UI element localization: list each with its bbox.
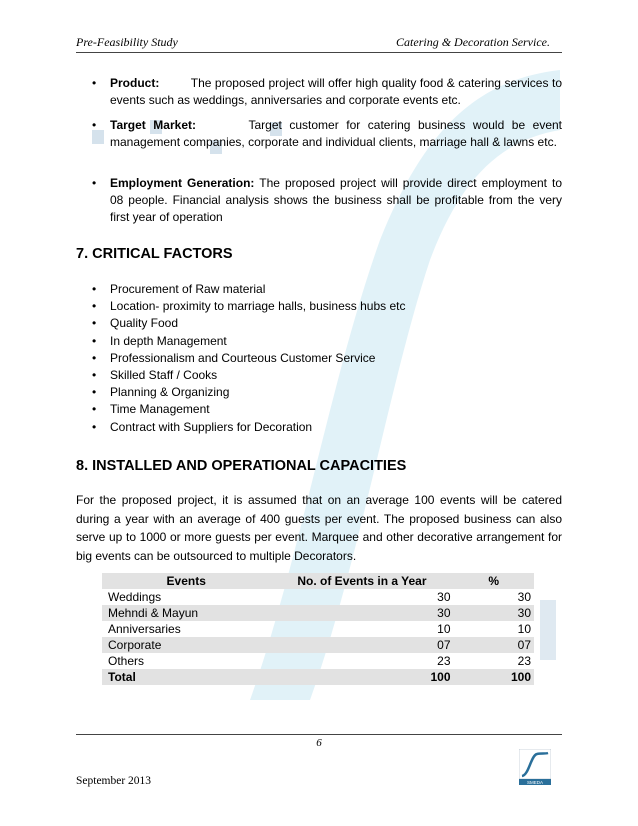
event-name-cell: Mehndi & Mayun <box>102 605 270 621</box>
event-percent-cell: 30 <box>454 605 535 621</box>
critical-factor-item: Skilled Staff / Cooks <box>110 368 218 382</box>
table-header-row <box>102 573 534 589</box>
bullet-icon: • <box>92 176 97 190</box>
table-row <box>102 605 534 621</box>
footer-date: September 2013 <box>76 775 152 787</box>
bullet-label: Target Market: <box>110 118 196 132</box>
capacity-table <box>102 573 534 685</box>
critical-factor-item: Quality Food <box>110 316 179 331</box>
bullet-icon: • <box>92 76 97 90</box>
bullet-icon: • <box>92 333 97 348</box>
bullet-icon: • <box>92 299 97 314</box>
event-count-cell: 10 <box>437 622 451 636</box>
critical-factor-item: Location- proximity to marriage halls, business hubs etc <box>110 299 406 314</box>
bullet-icon: • <box>92 316 97 331</box>
table-row <box>102 653 534 669</box>
table-row <box>102 637 534 653</box>
bullet-text: The proposed project will provide direct employment to 08 people. Financial analysis shows the business shall be profitable from the very first year of operation <box>110 176 562 224</box>
event-count-cell: 30 <box>270 605 453 621</box>
header-subtitle: Catering & Decoration Service. <box>396 35 550 49</box>
bullet-text: The proposed project will offer high quality food & catering services to events such as weddings, anniversaries and corporate events etc. <box>110 76 562 107</box>
event-count-cell: 23 <box>437 654 451 668</box>
bullet-icon: • <box>92 419 97 434</box>
bullet-icon: • <box>92 282 97 296</box>
event-percent-cell: 23 <box>517 654 531 668</box>
header-rule <box>76 52 562 53</box>
page-number: 6 <box>316 737 322 749</box>
header-percent: % <box>454 573 535 589</box>
event-count-cell: 07 <box>270 637 453 653</box>
logo-text: SMEDA <box>526 780 544 785</box>
critical-factor-item: Procurement of Raw material <box>110 282 266 296</box>
bullet-icon: • <box>92 402 97 417</box>
event-count-cell: 30 <box>437 590 451 604</box>
bullet-label: Product: <box>110 76 160 90</box>
header-no-events: No. of Events in a Year <box>270 573 453 589</box>
table-total-row <box>102 669 534 685</box>
event-percent-cell: 100 <box>454 669 535 685</box>
critical-factor-item: Professionalism and Courteous Customer Service <box>110 350 376 365</box>
event-count-cell: 100 <box>270 669 453 685</box>
smeda-logo <box>519 749 551 785</box>
bullet-product <box>110 75 562 109</box>
section-8-heading: 8. INSTALLED AND OPERATIONAL CAPACITIES <box>76 458 407 474</box>
bullet-icon: • <box>92 350 97 365</box>
critical-factor-item: Time Management <box>110 402 210 417</box>
critical-factor-item: In depth Management <box>110 333 227 348</box>
bullet-icon: • <box>92 118 97 132</box>
event-name-cell: Others <box>108 654 145 668</box>
event-name-cell: Weddings <box>108 590 162 604</box>
section-8-intro: For the proposed project, it is assumed that on an average 100 events will be catered during a year with an average of 400 guests per event. The proposed business can also serve up to 1000 or more guests per event. Marquee and other decorative arrangement for big events can be outsourced to multiple Decorators. <box>76 493 562 563</box>
footer-rule <box>76 734 562 735</box>
bullet-label: Employment Generation: <box>110 176 255 190</box>
event-name-cell: Corporate <box>102 637 270 653</box>
bullet-employment <box>110 175 562 226</box>
header-events: Events <box>102 573 270 589</box>
critical-factor-item: Planning & Organizing <box>110 385 230 400</box>
table-row <box>102 621 534 637</box>
bullet-target-market <box>110 117 562 151</box>
event-percent-cell: 30 <box>517 590 531 604</box>
header-title: Pre-Feasibility Study <box>76 35 178 49</box>
event-name-cell: Total <box>102 669 270 685</box>
event-percent-cell: 10 <box>517 622 531 636</box>
bullet-icon: • <box>92 368 97 382</box>
bullet-text: Target customer for catering business would be event management companies, corporate and individual clients, marriage hall & lawns etc. <box>110 118 563 149</box>
critical-factor-item: Contract with Suppliers for Decoration <box>110 419 313 434</box>
event-name-cell: Anniversaries <box>108 622 181 636</box>
section-7-heading: 7. CRITICAL FACTORS <box>76 246 233 262</box>
table-row <box>102 589 534 605</box>
bullet-icon: • <box>92 385 97 400</box>
event-percent-cell: 07 <box>454 637 535 653</box>
